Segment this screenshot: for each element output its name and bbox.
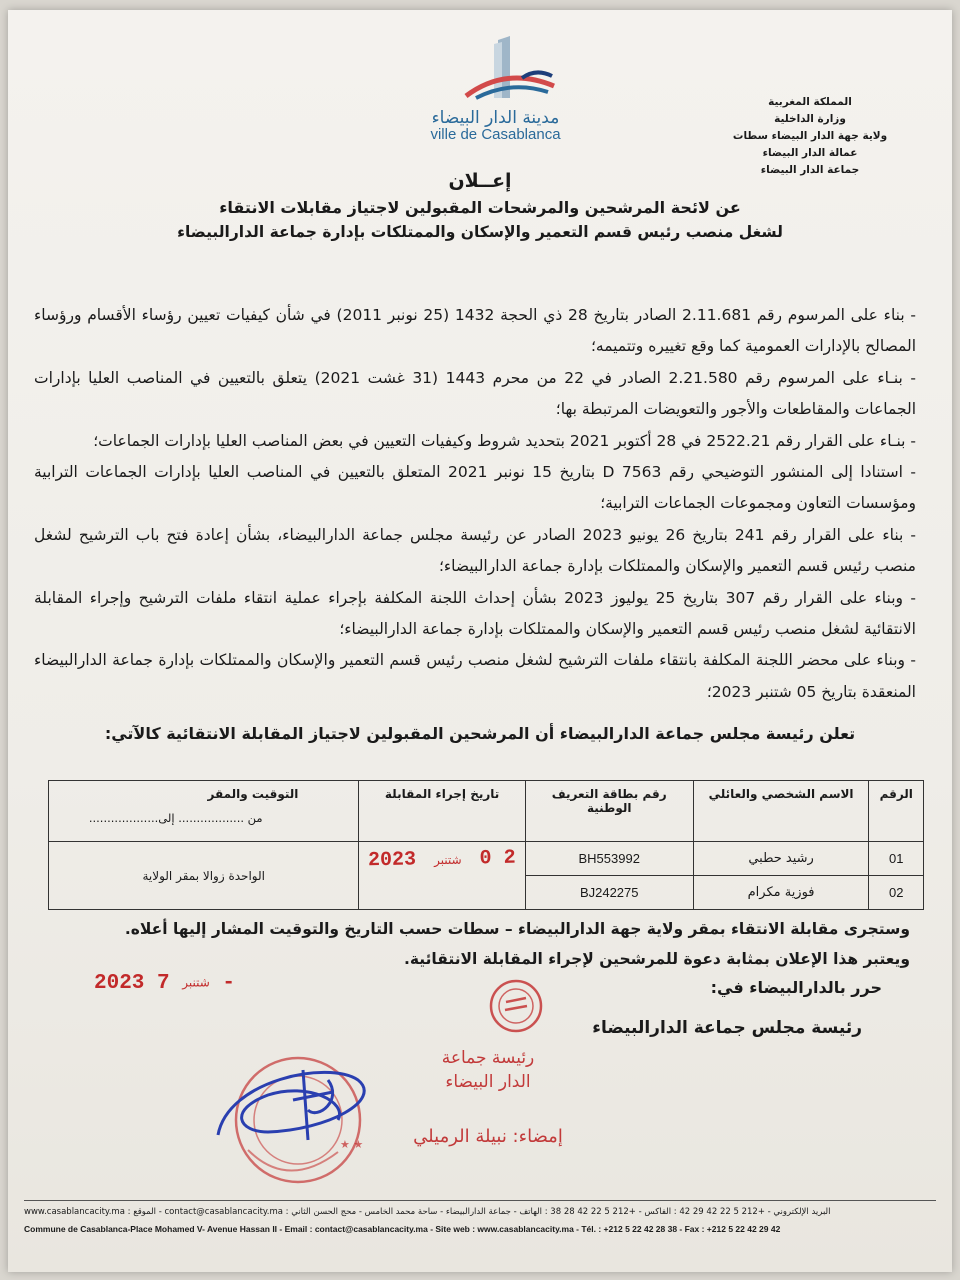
paragraph-order-2522-21: - بنـاء على القرار رقم 2522.21 في 28 أكتوبر 2021 بتحديد شروط وكيفيات التعيين في بعض المناصب العليا بإدارات الجماعات؛ bbox=[93, 431, 916, 450]
signature-date-day: 7 - bbox=[157, 972, 236, 995]
row-2-number: 02 bbox=[869, 876, 924, 910]
small-red-stamp-icon bbox=[486, 976, 546, 1036]
table-header-row bbox=[49, 781, 924, 842]
closing-line-invitation: ويعتبر هذا الإعلان بمثابة دعوة للمرشحين لإجراء المقابلة الانتقائية. bbox=[403, 950, 910, 968]
admin-line-ministry: وزارة الداخلية bbox=[774, 113, 846, 125]
signatory-stamp-line-1: رئيسة جماعة bbox=[441, 1048, 535, 1068]
heading-title: إعــلان bbox=[448, 170, 512, 192]
row-1-number: 01 bbox=[869, 842, 924, 876]
interview-date-month: شتنبر bbox=[434, 852, 462, 868]
footer-french: Commune de Casablanca-Place Mohamed V- Avenue Hassan II - Email : contact@casablancacity.ma - Site web : www.casablancacity.ma - Tél. : +212 5 22 42 28 38 - Fax : +212 5 22 42 29 42 bbox=[24, 1224, 781, 1234]
logo-french-text: ville de Casablanca bbox=[430, 126, 561, 143]
signatory-stamp-line-2: الدار البيضاء bbox=[445, 1072, 531, 1092]
candidates-table bbox=[48, 780, 924, 910]
paragraph-order-241: - بناء على القرار رقم 241 بتاريخ 26 يونيو 2023 الصادر عن رئيسة مجلس جماعة الدارالبيضاء، بشأن إعادة فتح باب الترشيح لشغل منصب رئيس قسم التعمير والإسكان والممتلكات بإدارة جماعة الدارالبيضاء؛ bbox=[34, 525, 916, 576]
document-page bbox=[8, 10, 952, 1272]
casablanca-logo-icon bbox=[436, 36, 556, 106]
signatory-title-stamp bbox=[388, 1046, 588, 1094]
paragraph-committee-minutes: - وبناء على محضر اللجنة المكلفة بانتقاء ملفات الترشيح لشغل منصب رئيس قسم التعمير والإسكان والممتلكات بإدارة جماعة الدارالبيضاء المنعقدة بتاريخ 05 شتنبر 2023؛ bbox=[34, 651, 916, 701]
time-place-cell: الواحدة زوالا بمقر الولاية bbox=[49, 842, 359, 910]
interview-date-day: 2 0 bbox=[479, 846, 517, 871]
header-date: تاريخ إجراء المقابلة bbox=[359, 781, 525, 842]
row-1-name: رشيد حطبي bbox=[693, 842, 869, 876]
official-seal-icon bbox=[208, 1040, 388, 1190]
admin-line-kingdom: المملكة المغربية bbox=[768, 96, 852, 108]
signature-title: رئيسة مجلس جماعة الدارالبيضاء bbox=[592, 1018, 862, 1038]
header-number: الرقم bbox=[869, 781, 924, 842]
heading-line-2: عن لائحة المرشحين والمرشحات المقبولين لاجتياز مقابلات الانتقاء bbox=[219, 198, 741, 217]
header-time-place-label: التوقيت والمقر bbox=[207, 787, 299, 801]
signature-date-stamp bbox=[94, 972, 235, 995]
from-to-placeholder: من .................. إلى................... bbox=[88, 811, 263, 825]
legal-basis-paragraphs bbox=[34, 300, 916, 708]
paragraph-circular-d7563: - استنادا إلى المنشور التوضيحي رقم D 7563 بتاريخ 15 نونبر 2021 المتعلق بالتعيين في المناصب العليا بإدارات الجماعات الترابية ومؤسسات التعاون ومجموعات الجماعات الترابية؛ bbox=[34, 463, 917, 513]
paragraph-decree-2-21-580: - بنـاء على المرسوم رقم 2.21.580 الصادر في 22 من محرم 1443 (31 غشت 2021) يتعلق بالتعيين في المناصب العليا بإدارات الجماعات والمقاطعات والأجور والتعويضات المرتبطة بها؛ bbox=[34, 368, 916, 419]
document-heading bbox=[8, 170, 952, 241]
paragraph-decree-2-11-681: - بناء على المرسوم رقم 2.11.681 الصادر بتاريخ 28 ذي الحجة 1432 (25 نونبر 2011) في شأن كيفيات تعيين رؤساء الأقسام ورؤساء المصالح بالإدارات العمومية كما وقع تغييره وتتميمه؛ bbox=[34, 306, 917, 356]
signature-place: حرر بالدارالبيضاء في: bbox=[710, 978, 882, 997]
row-1-id: BH553992 bbox=[525, 842, 693, 876]
row-2-name: فوزية مكرام bbox=[693, 876, 869, 910]
admin-line-prefecture: عمالة الدار البيضاء bbox=[762, 147, 858, 159]
admin-line-commune: جماعة الدار البيضاء bbox=[760, 164, 860, 176]
administrative-header bbox=[710, 94, 910, 179]
logo-arabic-text: مدينة الدار البيضاء bbox=[431, 108, 560, 128]
closing-paragraphs bbox=[48, 914, 910, 974]
casablanca-logo bbox=[408, 36, 583, 146]
signature-date-month: شتنبر bbox=[182, 975, 210, 990]
interview-date-stamp bbox=[368, 847, 516, 873]
signature-date-year: 2023 bbox=[94, 972, 145, 995]
svg-text:★ ★: ★ ★ bbox=[340, 1138, 364, 1151]
table-row bbox=[49, 842, 924, 876]
admin-line-wilaya: ولاية جهة الدار البيضاء سطات bbox=[732, 130, 888, 142]
interview-date-year: 2023 bbox=[368, 848, 417, 873]
closing-line-venue: وستجرى مقابلة الانتقاء بمقر ولاية جهة الدارالبيضاء – سطات حسب التاريخ والتوقيت المشار إليها أعلاه. bbox=[124, 920, 910, 938]
header-time-place bbox=[49, 781, 359, 842]
signatory-name-stamp: إمضاء: نبيلة الرميلي bbox=[413, 1126, 563, 1147]
footer-arabic: www.casablancacity.ma : الموقع - contact@casablancacity.ma : البريد الإلكتروني - +212 5 22 42 29 42 : الفاكس - +212 5 22 42 28 38 : الهاتف - جماعة الدارالبيضاء - ساحة محمد الخامس - محج الحسن الثاني bbox=[24, 1200, 936, 1223]
row-2-id: BJ242275 bbox=[525, 876, 693, 910]
paragraph-order-307: - وبناء على القرار رقم 307 بتاريخ 25 يوليوز 2023 بشأن إحداث اللجنة المكلفة بإجراء عملية انتقاء ملفات الترشيح وإجراء المقابلة الانتقائية لشغل منصب رئيس قسم التعمير والإسكان والممتلكات بإدارة جماعة الدارالبيضاء؛ bbox=[34, 588, 916, 639]
header-name: الاسم الشخصي والعائلي bbox=[693, 781, 869, 842]
announcement-line: تعلن رئيسة مجلس جماعة الدارالبيضاء أن المرشحين المقبولين لاجتياز المقابلة الانتقائية كالآتي: bbox=[104, 724, 856, 743]
interview-date-cell bbox=[359, 842, 525, 910]
header-id-card: رقم بطاقة التعريف الوطنية bbox=[525, 781, 693, 842]
heading-line-3: لشغل منصب رئيس قسم التعمير والإسكان والممتلكات بإدارة جماعة الدارالبيضاء bbox=[177, 223, 783, 241]
